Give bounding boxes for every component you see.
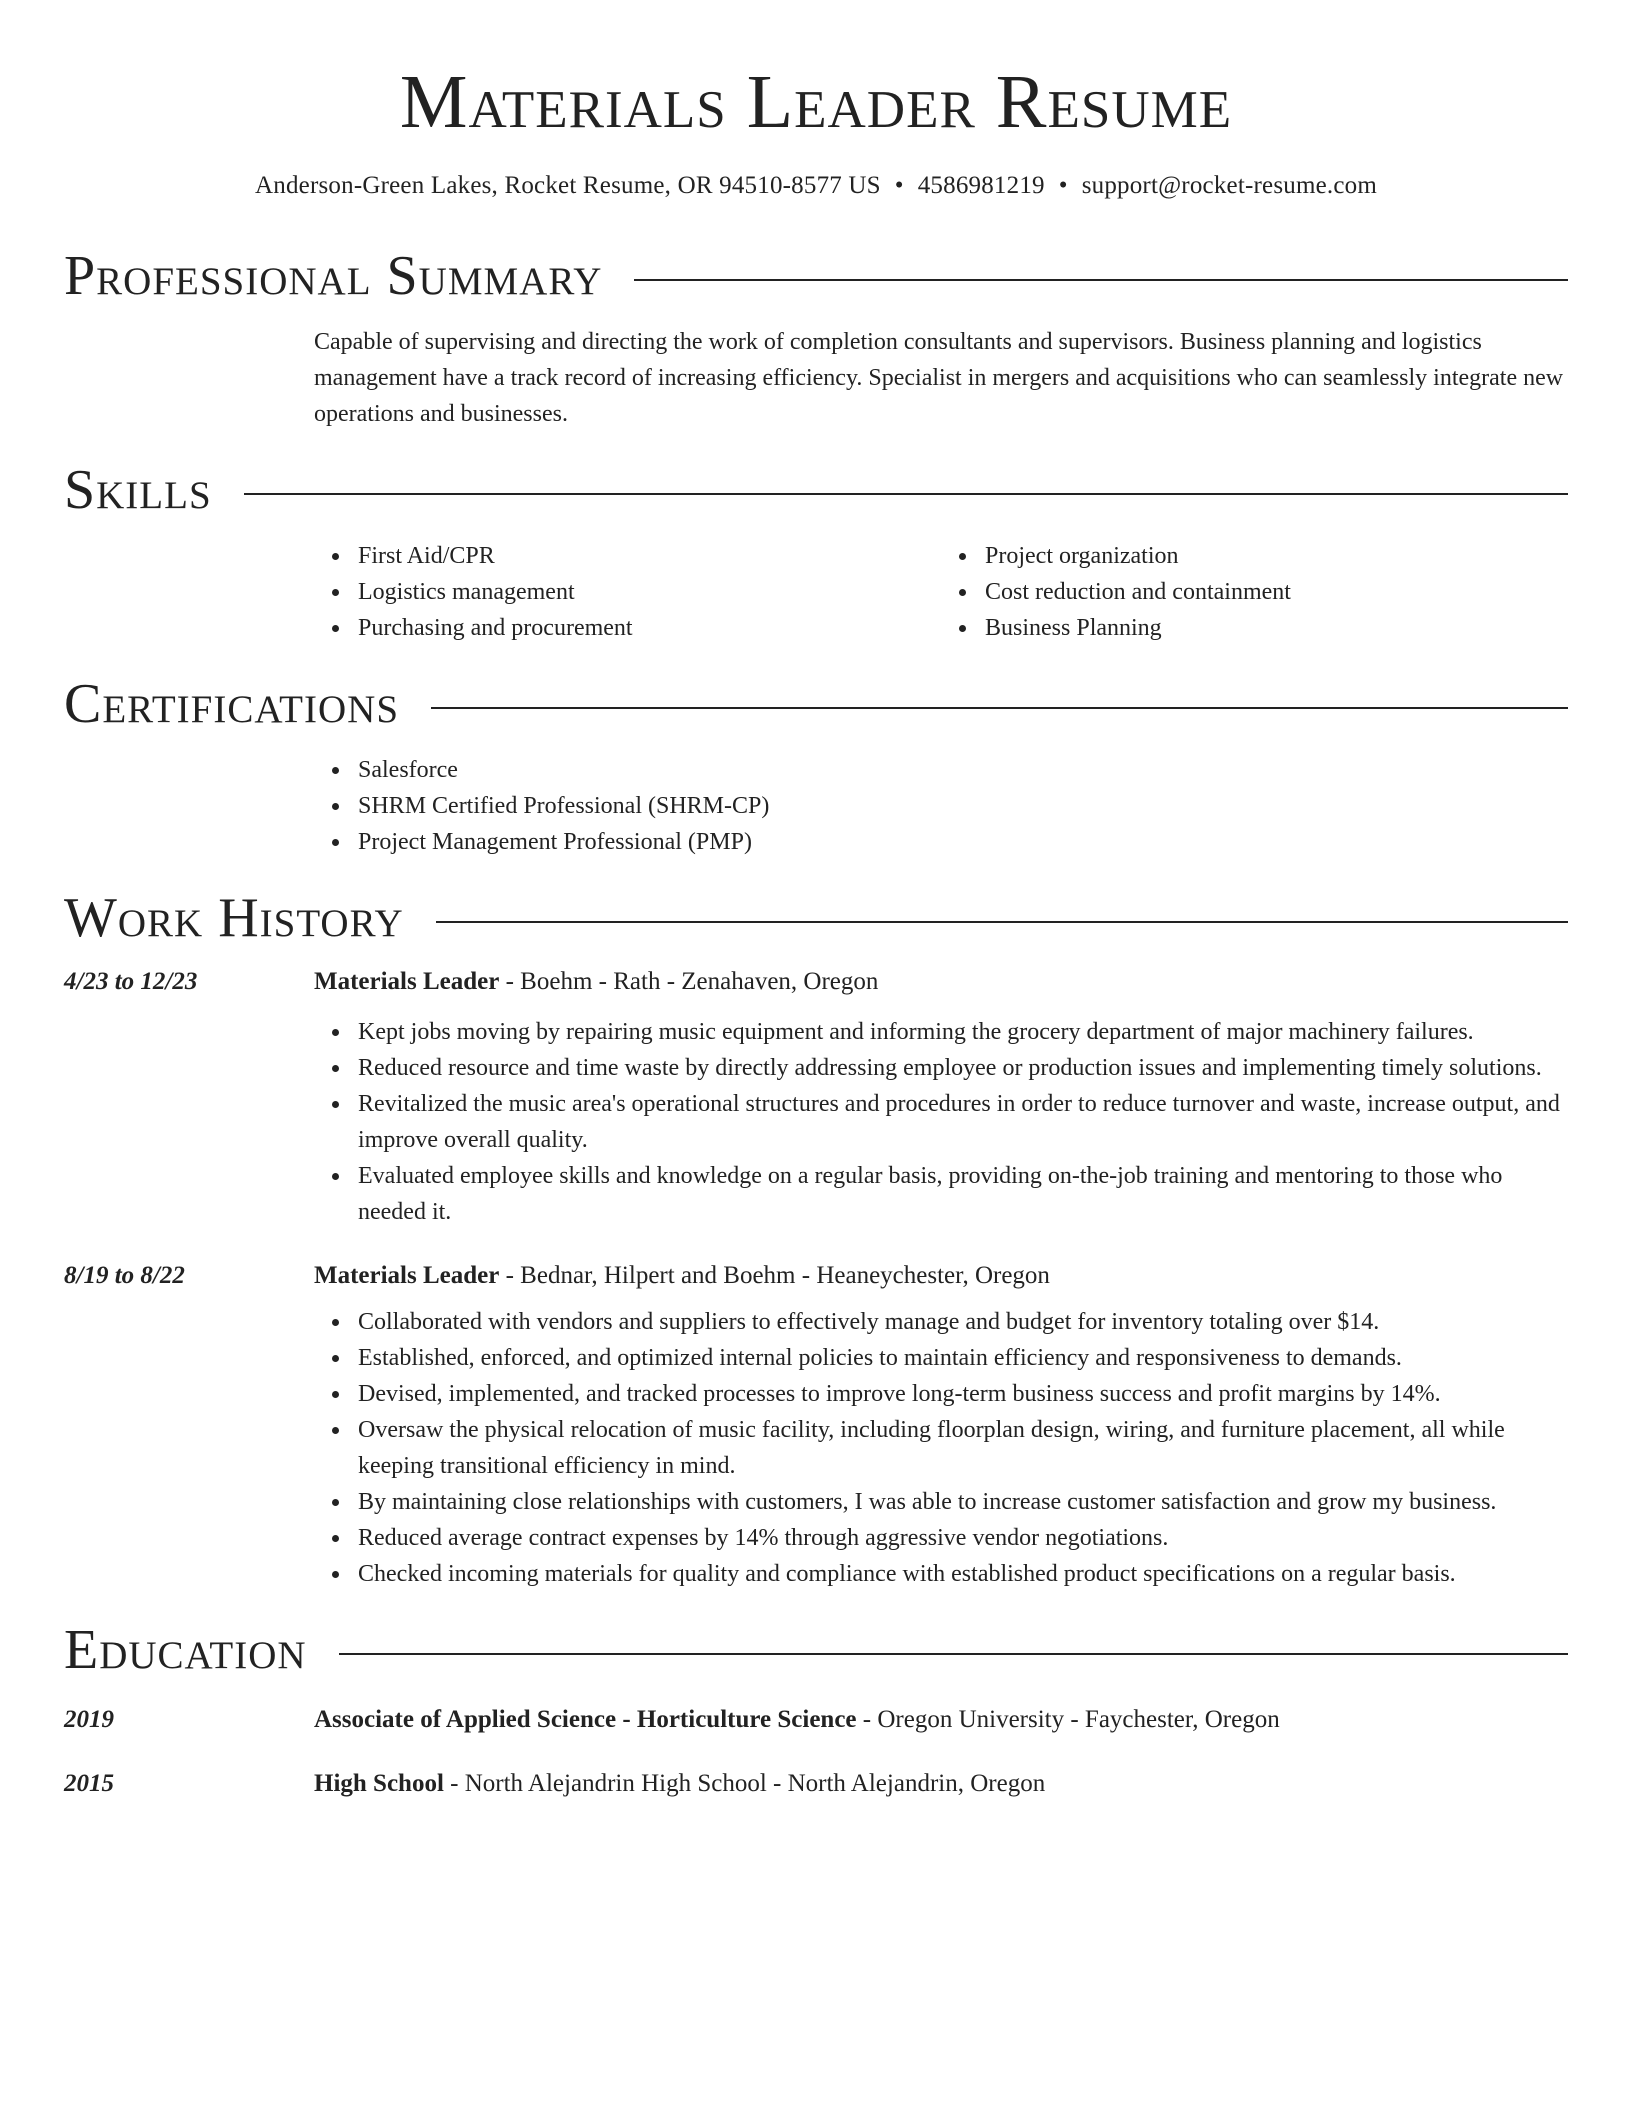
skills-column-left bbox=[314, 538, 941, 646]
education-entry bbox=[64, 1706, 1568, 1734]
job-bullet: Kept jobs moving by repairing music equipment and informing the grocery department of major machinery failures. bbox=[358, 1014, 1568, 1050]
job-entry bbox=[64, 1262, 1568, 1592]
job-bullet: Established, enforced, and optimized internal policies to maintain efficiency and responsiveness to demands. bbox=[358, 1340, 1568, 1376]
certification-item: SHRM Certified Professional (SHRM-CP) bbox=[358, 788, 1568, 824]
contact-phone: 4586981219 bbox=[917, 172, 1045, 199]
education-degree: High School bbox=[314, 1770, 444, 1797]
section-education bbox=[64, 1619, 1568, 1681]
section-divider bbox=[244, 493, 1568, 495]
job-info bbox=[314, 968, 1568, 996]
education-school: - North Alejandrin High School - North Alejandrin, Oregon bbox=[443, 1770, 1046, 1797]
section-certifications bbox=[64, 673, 1568, 735]
resume-title: Materials Leader Resume bbox=[399, 60, 1233, 144]
contact-separator: • bbox=[894, 172, 904, 199]
job-header bbox=[64, 968, 1568, 996]
contact-separator: • bbox=[1058, 172, 1068, 199]
certifications-list bbox=[314, 752, 1568, 860]
job-header bbox=[64, 1262, 1568, 1290]
job-bullet: Reduced resource and time waste by directly addressing employee or production issues and implementing timely solutions. bbox=[358, 1050, 1568, 1086]
section-skills bbox=[64, 459, 1568, 521]
summary-block bbox=[314, 324, 1568, 432]
job-bullets-block bbox=[314, 1014, 1568, 1230]
skills-column-right bbox=[941, 538, 1568, 646]
skill-item: Cost reduction and containment bbox=[985, 574, 1568, 610]
skill-item: Business Planning bbox=[985, 610, 1568, 646]
certification-item: Salesforce bbox=[358, 752, 1568, 788]
certification-item: Project Management Professional (PMP) bbox=[358, 824, 1568, 860]
education-degree: Associate of Applied Science - Horticulture Science bbox=[314, 1706, 857, 1733]
section-divider bbox=[431, 707, 1568, 709]
job-bullets bbox=[314, 1304, 1568, 1592]
contact-line bbox=[64, 172, 1568, 200]
job-bullet: Devised, implemented, and tracked processes to improve long-term business success and profit margins by 14%. bbox=[358, 1376, 1568, 1412]
education-year: 2015 bbox=[64, 1770, 114, 1797]
job-bullet: Checked incoming materials for quality and compliance with established product specifications on a regular basis. bbox=[358, 1556, 1568, 1592]
section-heading-skills: Skills bbox=[64, 459, 212, 521]
certifications-block bbox=[314, 752, 1568, 860]
job-bullet: Oversaw the physical relocation of music facility, including floorplan design, wiring, and furniture placement, all while keeping transitional efficiency in mind. bbox=[358, 1412, 1568, 1484]
contact-address: Anderson-Green Lakes, Rocket Resume, OR 94510-8577 US bbox=[255, 172, 881, 199]
job-bullets-block bbox=[314, 1304, 1568, 1592]
section-divider bbox=[436, 921, 1568, 923]
education-info bbox=[314, 1770, 1568, 1798]
job-title: Materials Leader bbox=[314, 1262, 500, 1289]
job-bullet: Reduced average contract expenses by 14% through aggressive vendor negotiations. bbox=[358, 1520, 1568, 1556]
education-info bbox=[314, 1706, 1568, 1734]
job-bullet: By maintaining close relationships with customers, I was able to increase customer satisfaction and grow my business. bbox=[358, 1484, 1568, 1520]
job-dates: 4/23 to 12/23 bbox=[64, 968, 198, 995]
section-heading-work-history: Work History bbox=[64, 887, 404, 949]
job-employer: - Boehm - Rath - Zenahaven, Oregon bbox=[499, 968, 879, 995]
job-bullets bbox=[314, 1014, 1568, 1230]
skills-grid bbox=[314, 538, 1568, 646]
contact-email: support@rocket-resume.com bbox=[1081, 172, 1377, 199]
job-employer: - Bednar, Hilpert and Boehm - Heaneychester, Oregon bbox=[499, 1262, 1050, 1289]
section-heading-certifications: Certifications bbox=[64, 673, 400, 735]
job-bullet: Evaluated employee skills and knowledge on a regular basis, providing on-the-job training and mentoring to those who needed it. bbox=[358, 1158, 1568, 1230]
job-title: Materials Leader bbox=[314, 968, 500, 995]
skill-item: Purchasing and procurement bbox=[358, 610, 941, 646]
job-bullet: Collaborated with vendors and suppliers to effectively manage and budget for inventory totaling over $14. bbox=[358, 1304, 1568, 1340]
skill-item: Project organization bbox=[985, 538, 1568, 574]
job-dates: 8/19 to 8/22 bbox=[64, 1262, 185, 1289]
section-heading-education: Education bbox=[64, 1619, 307, 1681]
skill-item: Logistics management bbox=[358, 574, 941, 610]
job-bullet: Revitalized the music area's operational structures and procedures in order to reduce turnover and waste, increase output, and improve overall quality. bbox=[358, 1086, 1568, 1158]
job-info bbox=[314, 1262, 1568, 1290]
summary-text: Capable of supervising and directing the work of completion consultants and supervisors. Business planning and logistics management have a track record of increasing efficiency. Specialist in mergers and acquisitions who can seamlessly integrate new operations and businesses. bbox=[314, 329, 1564, 427]
job-entry bbox=[64, 968, 1568, 1230]
skill-item: First Aid/CPR bbox=[358, 538, 941, 574]
section-divider bbox=[339, 1653, 1568, 1655]
section-professional-summary bbox=[64, 245, 1568, 307]
education-entry bbox=[64, 1770, 1568, 1798]
section-heading-summary: Professional Summary bbox=[64, 245, 603, 307]
education-year: 2019 bbox=[64, 1706, 114, 1733]
education-school: - Oregon University - Faychester, Oregon bbox=[856, 1706, 1280, 1733]
section-divider bbox=[634, 279, 1568, 281]
section-work-history bbox=[64, 887, 1568, 949]
